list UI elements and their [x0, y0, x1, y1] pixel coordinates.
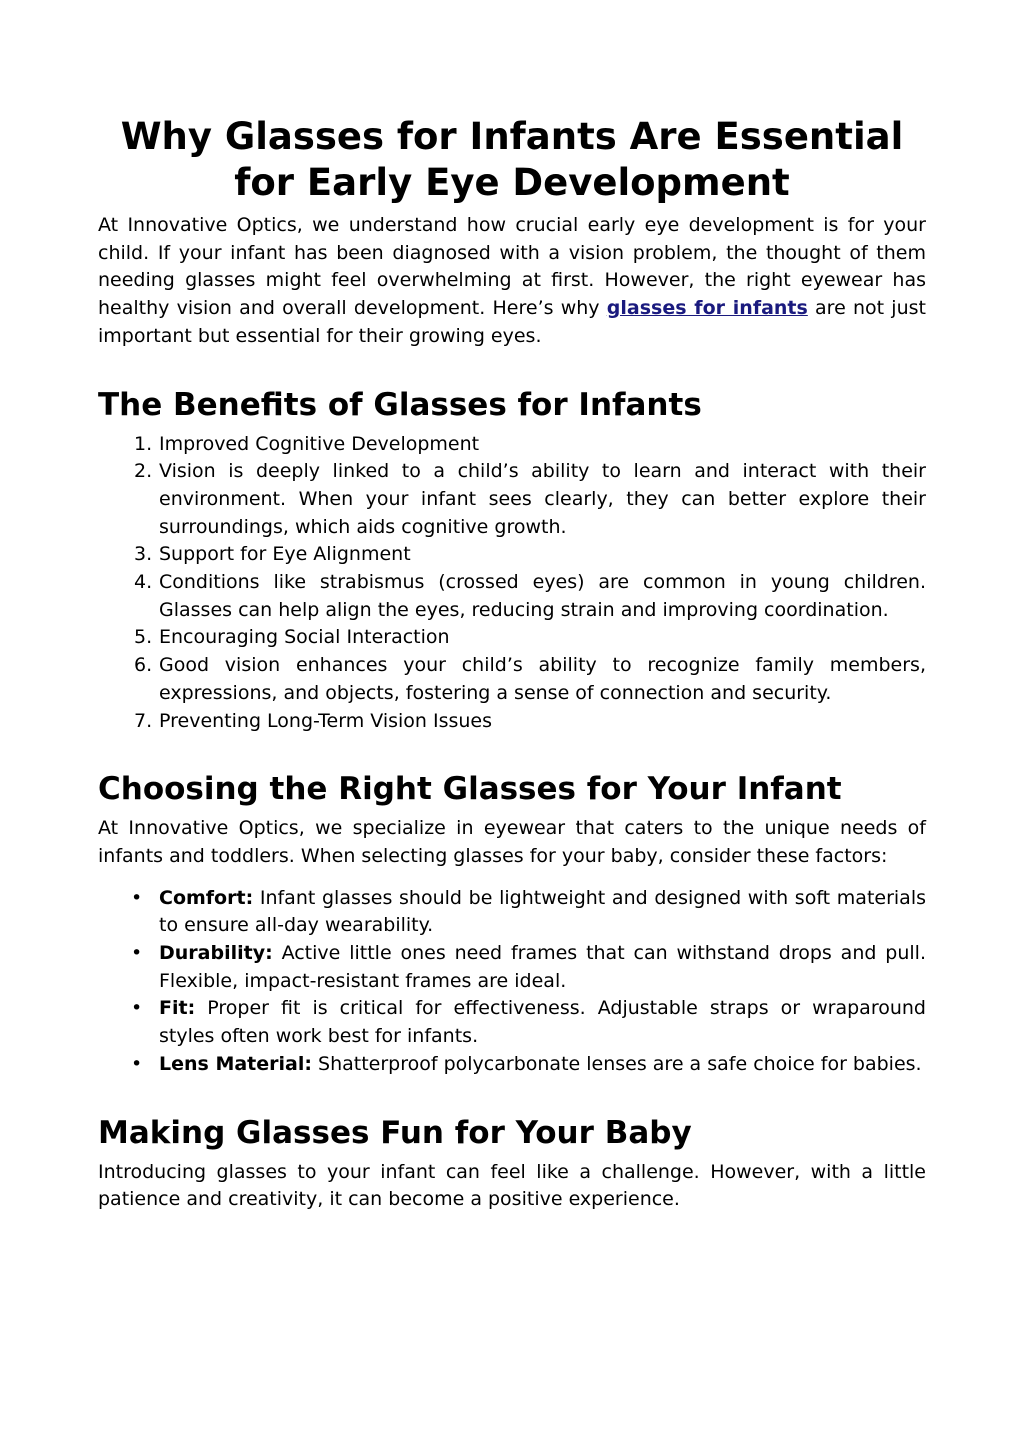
factor-list-item — [98, 1051, 926, 1079]
benefits-list-item — [98, 652, 926, 707]
benefits-heading: The Benefits of Glasses for Infants — [98, 386, 702, 423]
intro-text-after-link: are not just important but essential for their growing eyes. — [98, 297, 926, 347]
benefits-list — [98, 431, 926, 736]
factor-label: Durability: — [159, 942, 273, 965]
factor-list-item — [98, 940, 926, 995]
list-item-number: 4. — [134, 571, 153, 594]
document-content — [98, 114, 926, 1214]
page-title: Why Glasses for Infants Are Essential for Early Eye Development — [120, 115, 904, 204]
factor-label: Fit: — [159, 997, 196, 1020]
benefits-list-item — [98, 708, 926, 736]
list-item-text: Improved Cognitive Development — [159, 432, 480, 455]
bullet-icon: • — [131, 886, 143, 909]
factor-label: Lens Material: — [159, 1052, 312, 1075]
factor-label: Comfort: — [159, 886, 254, 909]
factor-list-item — [98, 885, 926, 940]
list-item-number: 7. — [134, 709, 153, 732]
list-item-number: 2. — [134, 460, 153, 483]
factor-text: Shatterproof polycarbonate lenses are a safe choice for babies. — [311, 1052, 922, 1075]
list-item-number: 1. — [134, 432, 153, 455]
list-item-text: Good vision enhances your child’s ability to recognize family members, expressions, and objects, fostering a sense of connection and security. — [159, 654, 926, 704]
benefits-list-item — [98, 569, 926, 624]
list-item-text: Vision is deeply linked to a child’s ability to learn and interact with their environment. When your infant sees clearly, they can better explore their surroundings, which aids cognitive growth. — [159, 460, 926, 538]
list-item-number: 6. — [134, 654, 153, 677]
benefits-list-item — [98, 458, 926, 541]
bullet-icon: • — [131, 997, 143, 1020]
intro-paragraph — [98, 212, 926, 351]
benefits-list-item — [98, 624, 926, 652]
list-item-text: Preventing Long-Term Vision Issues — [159, 709, 493, 732]
list-item-number: 5. — [134, 626, 153, 649]
fun-heading: Making Glasses Fun for Your Baby — [98, 1114, 692, 1151]
factors-list — [98, 885, 926, 1079]
choosing-heading: Choosing the Right Glasses for Your Infant — [98, 771, 842, 808]
list-item-number: 3. — [134, 543, 153, 566]
intro-text-before-link: At Innovative Optics, we understand how crucial early eye development is for your child. If your infant has been diagnosed with a vision problem, the thought of them needing glasses might feel overwhelming at first. However, the right eyewear has healthy vision and overall development. Here’s why — [98, 214, 926, 320]
factor-text: Infant glasses should be lightweight and designed with soft materials to ensure all-day wearability. — [159, 886, 926, 937]
list-item-text: Conditions like strabismus (crossed eyes) are common in young children. Glasses can help align the eyes, reducing strain and improving coordination. — [159, 571, 926, 621]
bullet-icon: • — [131, 942, 143, 965]
choosing-paragraph: At Innovative Optics, we specialize in eyewear that caters to the unique needs of infants and toddlers. When selecting glasses for your baby, consider these factors: — [98, 817, 926, 867]
fun-paragraph: Introducing glasses to your infant can feel like a challenge. However, with a little patience and creativity, it can become a positive experience. — [98, 1160, 926, 1211]
benefits-list-item — [98, 541, 926, 569]
list-item-text: Support for Eye Alignment — [159, 543, 411, 566]
factor-text: Proper fit is critical for effectiveness. Adjustable straps or wraparound styles often work best for infants. — [159, 997, 926, 1048]
factor-list-item — [98, 995, 926, 1050]
glasses-for-infants-link[interactable]: glasses for infants — [606, 297, 808, 320]
bullet-icon: • — [131, 1052, 143, 1075]
list-item-text: Encouraging Social Interaction — [159, 626, 450, 649]
factor-text: Active little ones need frames that can withstand drops and pull. Flexible, impact-resistant frames are ideal. — [159, 942, 926, 992]
benefits-list-item — [98, 431, 926, 459]
